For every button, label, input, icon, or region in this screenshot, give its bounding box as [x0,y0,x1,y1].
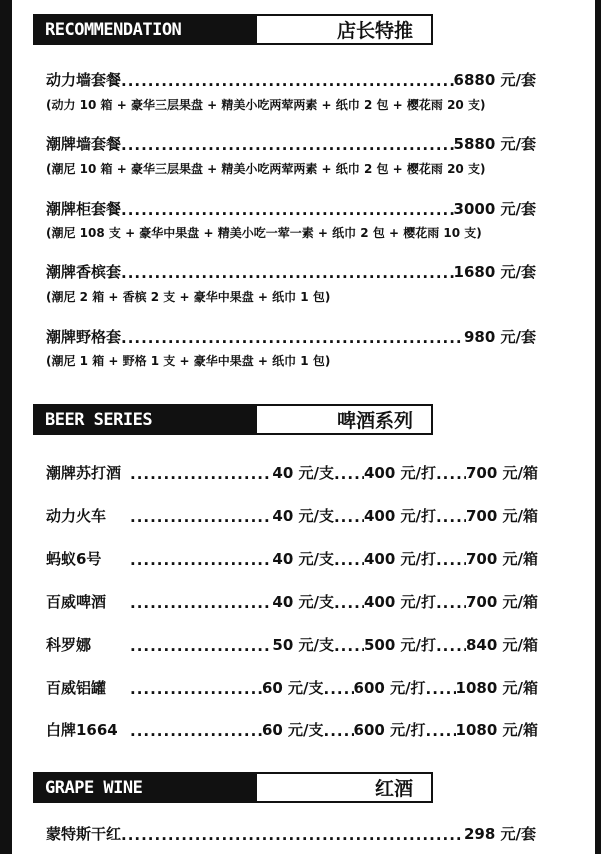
beer-price-bottle: 60 元/支 [261,679,324,697]
beer-price-dozen: 400 元/打 [363,550,436,568]
beer-price-case: 700 元/箱 [465,464,538,482]
dot-leader [121,329,464,347]
dot-leader [436,508,466,526]
beer-title-cn: 啤酒系列 [336,410,413,432]
recommendation-title-cn: 店长特推 [336,20,413,42]
beer-price-dozen: 400 元/打 [363,593,436,611]
dot-leader [121,264,454,282]
beer-item [46,504,538,526]
beer-item [46,718,538,740]
package-item [46,132,536,154]
wine-item [46,822,536,844]
package-name: 潮牌野格套 [46,328,122,346]
beer-price-bottle: 40 元/支 [272,507,334,525]
beer-price-case: 1080 元/箱 [455,721,538,739]
dot-leader [436,637,466,655]
package-item [46,260,536,282]
beer-price-dozen: 600 元/打 [353,721,426,739]
beer-price-case: 840 元/箱 [465,636,538,654]
package-price: 6880 元/套 [453,71,536,89]
beer-price-dozen: 400 元/打 [363,464,436,482]
beer-name: 潮牌苏打酒 [46,464,122,482]
dot-leader [130,680,262,698]
package-price: 1680 元/套 [453,263,536,281]
wine-header [33,772,433,803]
wine-price: 298 元/套 [463,825,536,843]
dot-leader [130,508,272,526]
package-detail: (潮尼 2 箱 + 香槟 2 支 + 豪华中果盘 + 纸巾 1 包) [46,290,331,304]
frame-right-border [595,0,601,854]
package-price: 980 元/套 [463,328,536,346]
dot-leader [121,136,454,154]
package-name: 潮牌香槟套 [46,263,122,281]
dot-leader [426,680,456,698]
beer-name: 动力火车 [46,507,107,525]
dot-leader [334,594,364,612]
beer-item [46,676,538,698]
dot-leader [130,551,272,569]
beer-name: 科罗娜 [46,636,92,654]
package-name: 动力墙套餐 [46,71,122,89]
dot-leader [436,465,466,483]
beer-price-bottle: 40 元/支 [272,593,334,611]
beer-price-bottle: 60 元/支 [261,721,324,739]
beer-header [33,404,433,435]
wine-title-cn: 红酒 [374,778,413,800]
dot-leader [121,201,454,219]
beer-item [46,633,538,655]
frame-left-border [0,0,12,854]
dot-leader [130,722,262,740]
dot-leader [324,722,354,740]
beer-price-dozen: 500 元/打 [363,636,436,654]
wine-title-en: GRAPE WINE [35,774,257,801]
beer-name: 百威啤酒 [46,593,107,611]
dot-leader [436,594,466,612]
dot-leader [334,551,364,569]
dot-leader [334,465,364,483]
dot-leader [121,826,464,844]
dot-leader [334,508,364,526]
recommendation-header [33,14,433,45]
beer-price-dozen: 400 元/打 [363,507,436,525]
package-name: 潮牌柜套餐 [46,200,122,218]
dot-leader [426,722,456,740]
package-item [46,68,536,90]
package-name: 潮牌墙套餐 [46,135,122,153]
beer-item [46,461,538,483]
beer-price-case: 700 元/箱 [465,550,538,568]
package-price: 5880 元/套 [453,135,536,153]
dot-leader [130,637,272,655]
beer-price-dozen: 600 元/打 [353,679,426,697]
package-detail: (动力 10 箱 + 豪华三层果盘 + 精美小吃两荤两素 + 纸巾 2 包 + 樱花雨 20 支) [46,98,486,112]
beer-title-en: BEER SERIES [35,406,257,433]
dot-leader [324,680,354,698]
dot-leader [130,594,272,612]
package-detail: (潮尼 1 箱 + 野格 1 支 + 豪华中果盘 + 纸巾 1 包) [46,354,331,368]
beer-price-bottle: 40 元/支 [272,464,334,482]
dot-leader [436,551,466,569]
package-item [46,325,536,347]
recommendation-title-en: RECOMMENDATION [35,16,257,43]
beer-price-case: 1080 元/箱 [455,679,538,697]
dot-leader [121,72,454,90]
package-item [46,197,536,219]
beer-price-case: 700 元/箱 [465,507,538,525]
beer-name: 蚂蚁6号 [46,550,102,568]
beer-price-bottle: 50 元/支 [272,636,334,654]
package-detail: (潮尼 10 箱 + 豪华三层果盘 + 精美小吃两荤两素 + 纸巾 2 包 + 樱花雨 20 支) [46,162,486,176]
beer-item [46,547,538,569]
package-detail: (潮尼 108 支 + 豪华中果盘 + 精美小吃一荤一素 + 纸巾 2 包 + 樱花雨 10 支) [46,226,482,240]
beer-item [46,590,538,612]
beer-name: 白牌1664 [46,721,118,739]
dot-leader [334,637,364,655]
beer-price-bottle: 40 元/支 [272,550,334,568]
beer-name: 百威铝罐 [46,679,107,697]
beer-price-case: 700 元/箱 [465,593,538,611]
wine-name: 蒙特斯干红 [46,825,122,843]
package-price: 3000 元/套 [453,200,536,218]
dot-leader [130,465,272,483]
